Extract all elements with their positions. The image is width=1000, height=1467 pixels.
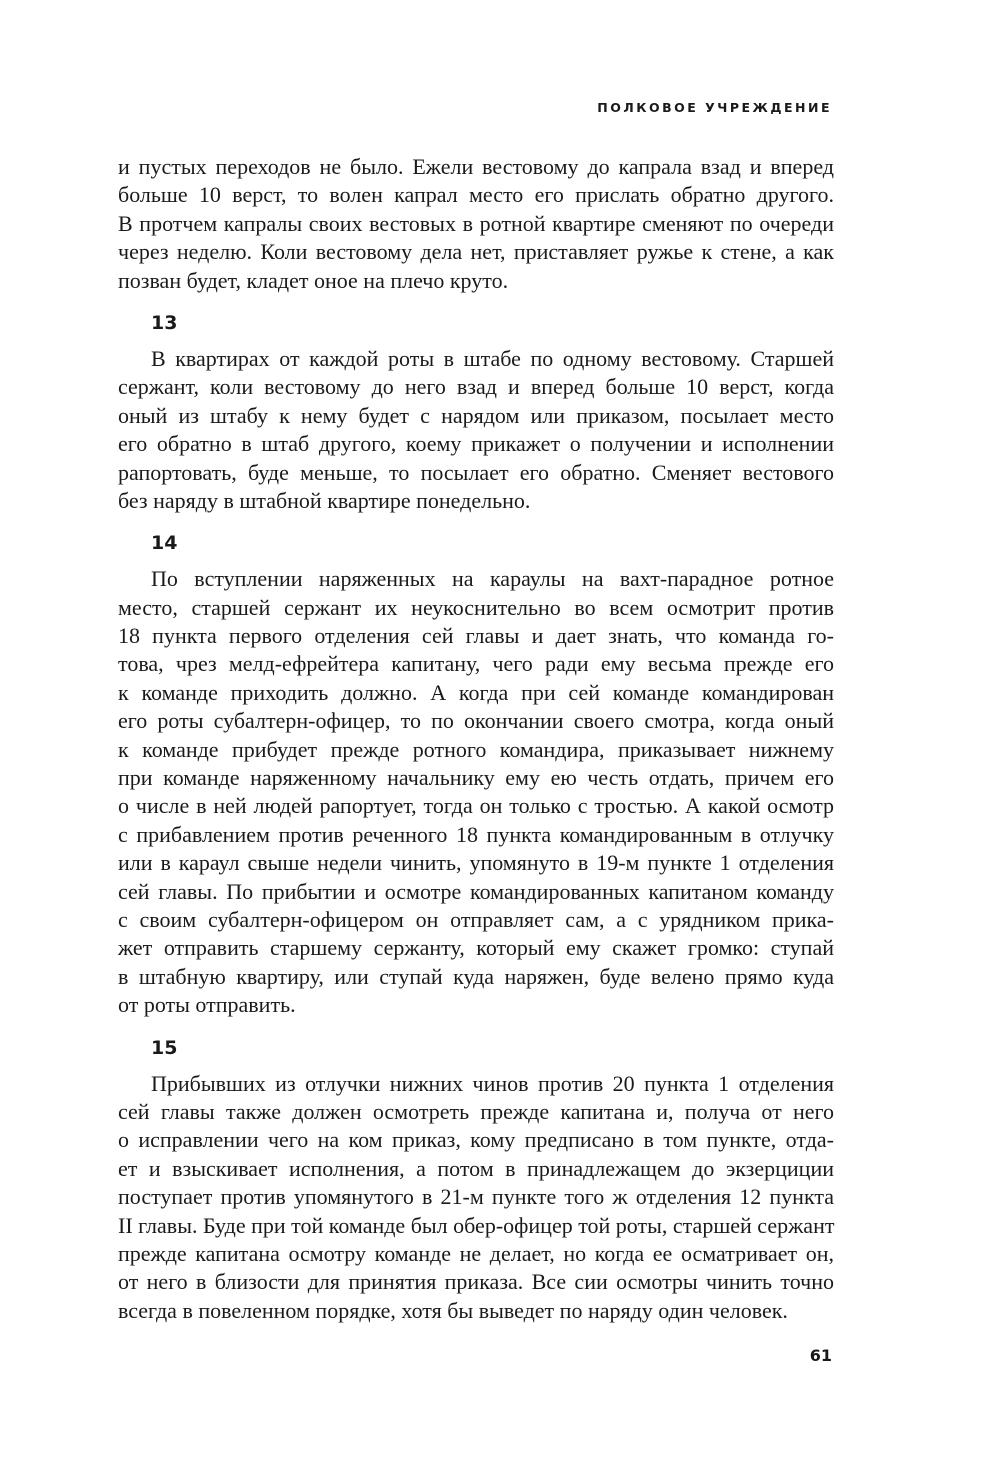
- text-line: больше 10 верст, то волен капрал место его прислать обратно другого.: [118, 182, 834, 208]
- text-line: В квартирах от каждой роты в штабе по одному вестовому. Старшей: [151, 345, 834, 371]
- section-paragraph: [118, 345, 834, 515]
- section-13: [118, 309, 834, 515]
- sections: [118, 309, 834, 1325]
- text-line: без наряду в штабной квартире понедельно.: [118, 487, 531, 513]
- section-number: 14: [151, 532, 178, 555]
- text-line: с прибавлением против реченного 18 пункта командированным в отлучку: [118, 821, 834, 847]
- text-line: к команде приходить должно. А когда при сей команде командирован: [118, 679, 834, 705]
- text-line: II главы. Буде при той команде был обер-офицер той роты, старшей сержант: [118, 1212, 835, 1238]
- text-line: рапортовать, буде меньше, то посылает его обратно. Сменяет вестового: [118, 459, 834, 485]
- text-line: от роты отправить.: [118, 992, 296, 1018]
- text-line: сей главы. По прибытии и осмотре командированных капитаном команду: [118, 878, 834, 904]
- running-head: ПОЛКОВОЕ УЧРЕЖДЕНИЕ: [597, 100, 832, 115]
- text-line: в штабную квартиру, или ступай куда наряжен, буде велено прямо куда: [118, 963, 834, 989]
- section-number: 15: [151, 1036, 178, 1059]
- text-line: через неделю. Коли вестовому дела нет, приставляет ружье к стене, а как: [118, 239, 834, 265]
- section-paragraph: [118, 1070, 834, 1326]
- text-line: това, чрез мелд-ефрейтера капитану, чего ради ему весьма прежде его: [118, 651, 834, 677]
- text-line: В протчем капралы своих вестовых в ротной квартире сменяют по очереди: [118, 210, 834, 236]
- text-line: прежде капитана осмотру команде не делает, но когда ее осматривает он,: [118, 1240, 834, 1266]
- text-line: его роты субалтерн-офицер, то по окончании своего смотра, когда оный: [118, 708, 834, 734]
- text-line: о числе в ней людей рапортует, тогда он только с тростью. А какой осмотр: [118, 793, 834, 819]
- text-line: и пустых переходов не было. Ежели вестовому до капрала взад и вперед: [118, 154, 834, 179]
- text-line: или в караул свыше недели чинить, упомянуто в 19-м пункте 1 отделения: [118, 850, 834, 876]
- text-line: с своим субалтерн-офицером он отправляет сам, а с урядником прика-: [118, 906, 834, 932]
- text-line: сей главы также должен осмотреть прежде капитана и, получа от него: [118, 1098, 834, 1124]
- text-line: Прибывших из отлучки нижних чинов против 20 пункта 1 отделения: [151, 1070, 834, 1096]
- text-line: сержант, коли вестовому до него взад и вперед больше 10 верст, когда: [118, 374, 834, 400]
- text-line: поступает против упомянутого в 21-м пункте того ж отделения 12 пункта: [118, 1184, 834, 1210]
- section-paragraph: [118, 565, 834, 1019]
- body-text: [118, 153, 834, 1325]
- text-line: позван будет, кладет оное на плечо круто.: [118, 267, 509, 293]
- text-line: всегда в повеленном порядке, хотя бы выведет по наряду один человек.: [118, 1297, 788, 1323]
- text-line: при команде наряженному начальнику ему ею честь отдать, причем его: [118, 765, 834, 791]
- text-line: оный из штабу к нему будет с нарядом или приказом, посылает место: [118, 402, 834, 428]
- text-line: к команде прибудет прежде ротного командира, приказывает нижнему: [118, 736, 834, 762]
- text-line: 18 пункта первого отделения сей главы и дает знать, что команда го-: [118, 623, 834, 649]
- section-number: 13: [151, 311, 178, 334]
- text-line: место, старшей сержант их неукоснительно во всем осмотрит против: [118, 594, 834, 620]
- page-number: 61: [809, 1346, 832, 1365]
- section-14: [118, 529, 834, 1019]
- text-line: о исправлении чего на ком приказ, кому предписано в том пункте, отда-: [118, 1127, 834, 1153]
- intro-paragraph: [118, 153, 834, 295]
- text-line: ет и взыскивает исполнения, а потом в принадлежащем до экзерциции: [118, 1155, 834, 1181]
- text-line: его обратно в штаб другого, коему прикажет о получении и исполнении: [118, 431, 834, 457]
- text-line: По вступлении наряженных на караулы на вахт-парадное ротное: [151, 566, 834, 592]
- text-line: от него в близости для принятия приказа. Все сии осмотры чинить точно: [118, 1269, 834, 1295]
- text-line: жет отправить старшему сержанту, который ему скажет громко: ступай: [118, 935, 834, 961]
- section-15: [118, 1034, 834, 1326]
